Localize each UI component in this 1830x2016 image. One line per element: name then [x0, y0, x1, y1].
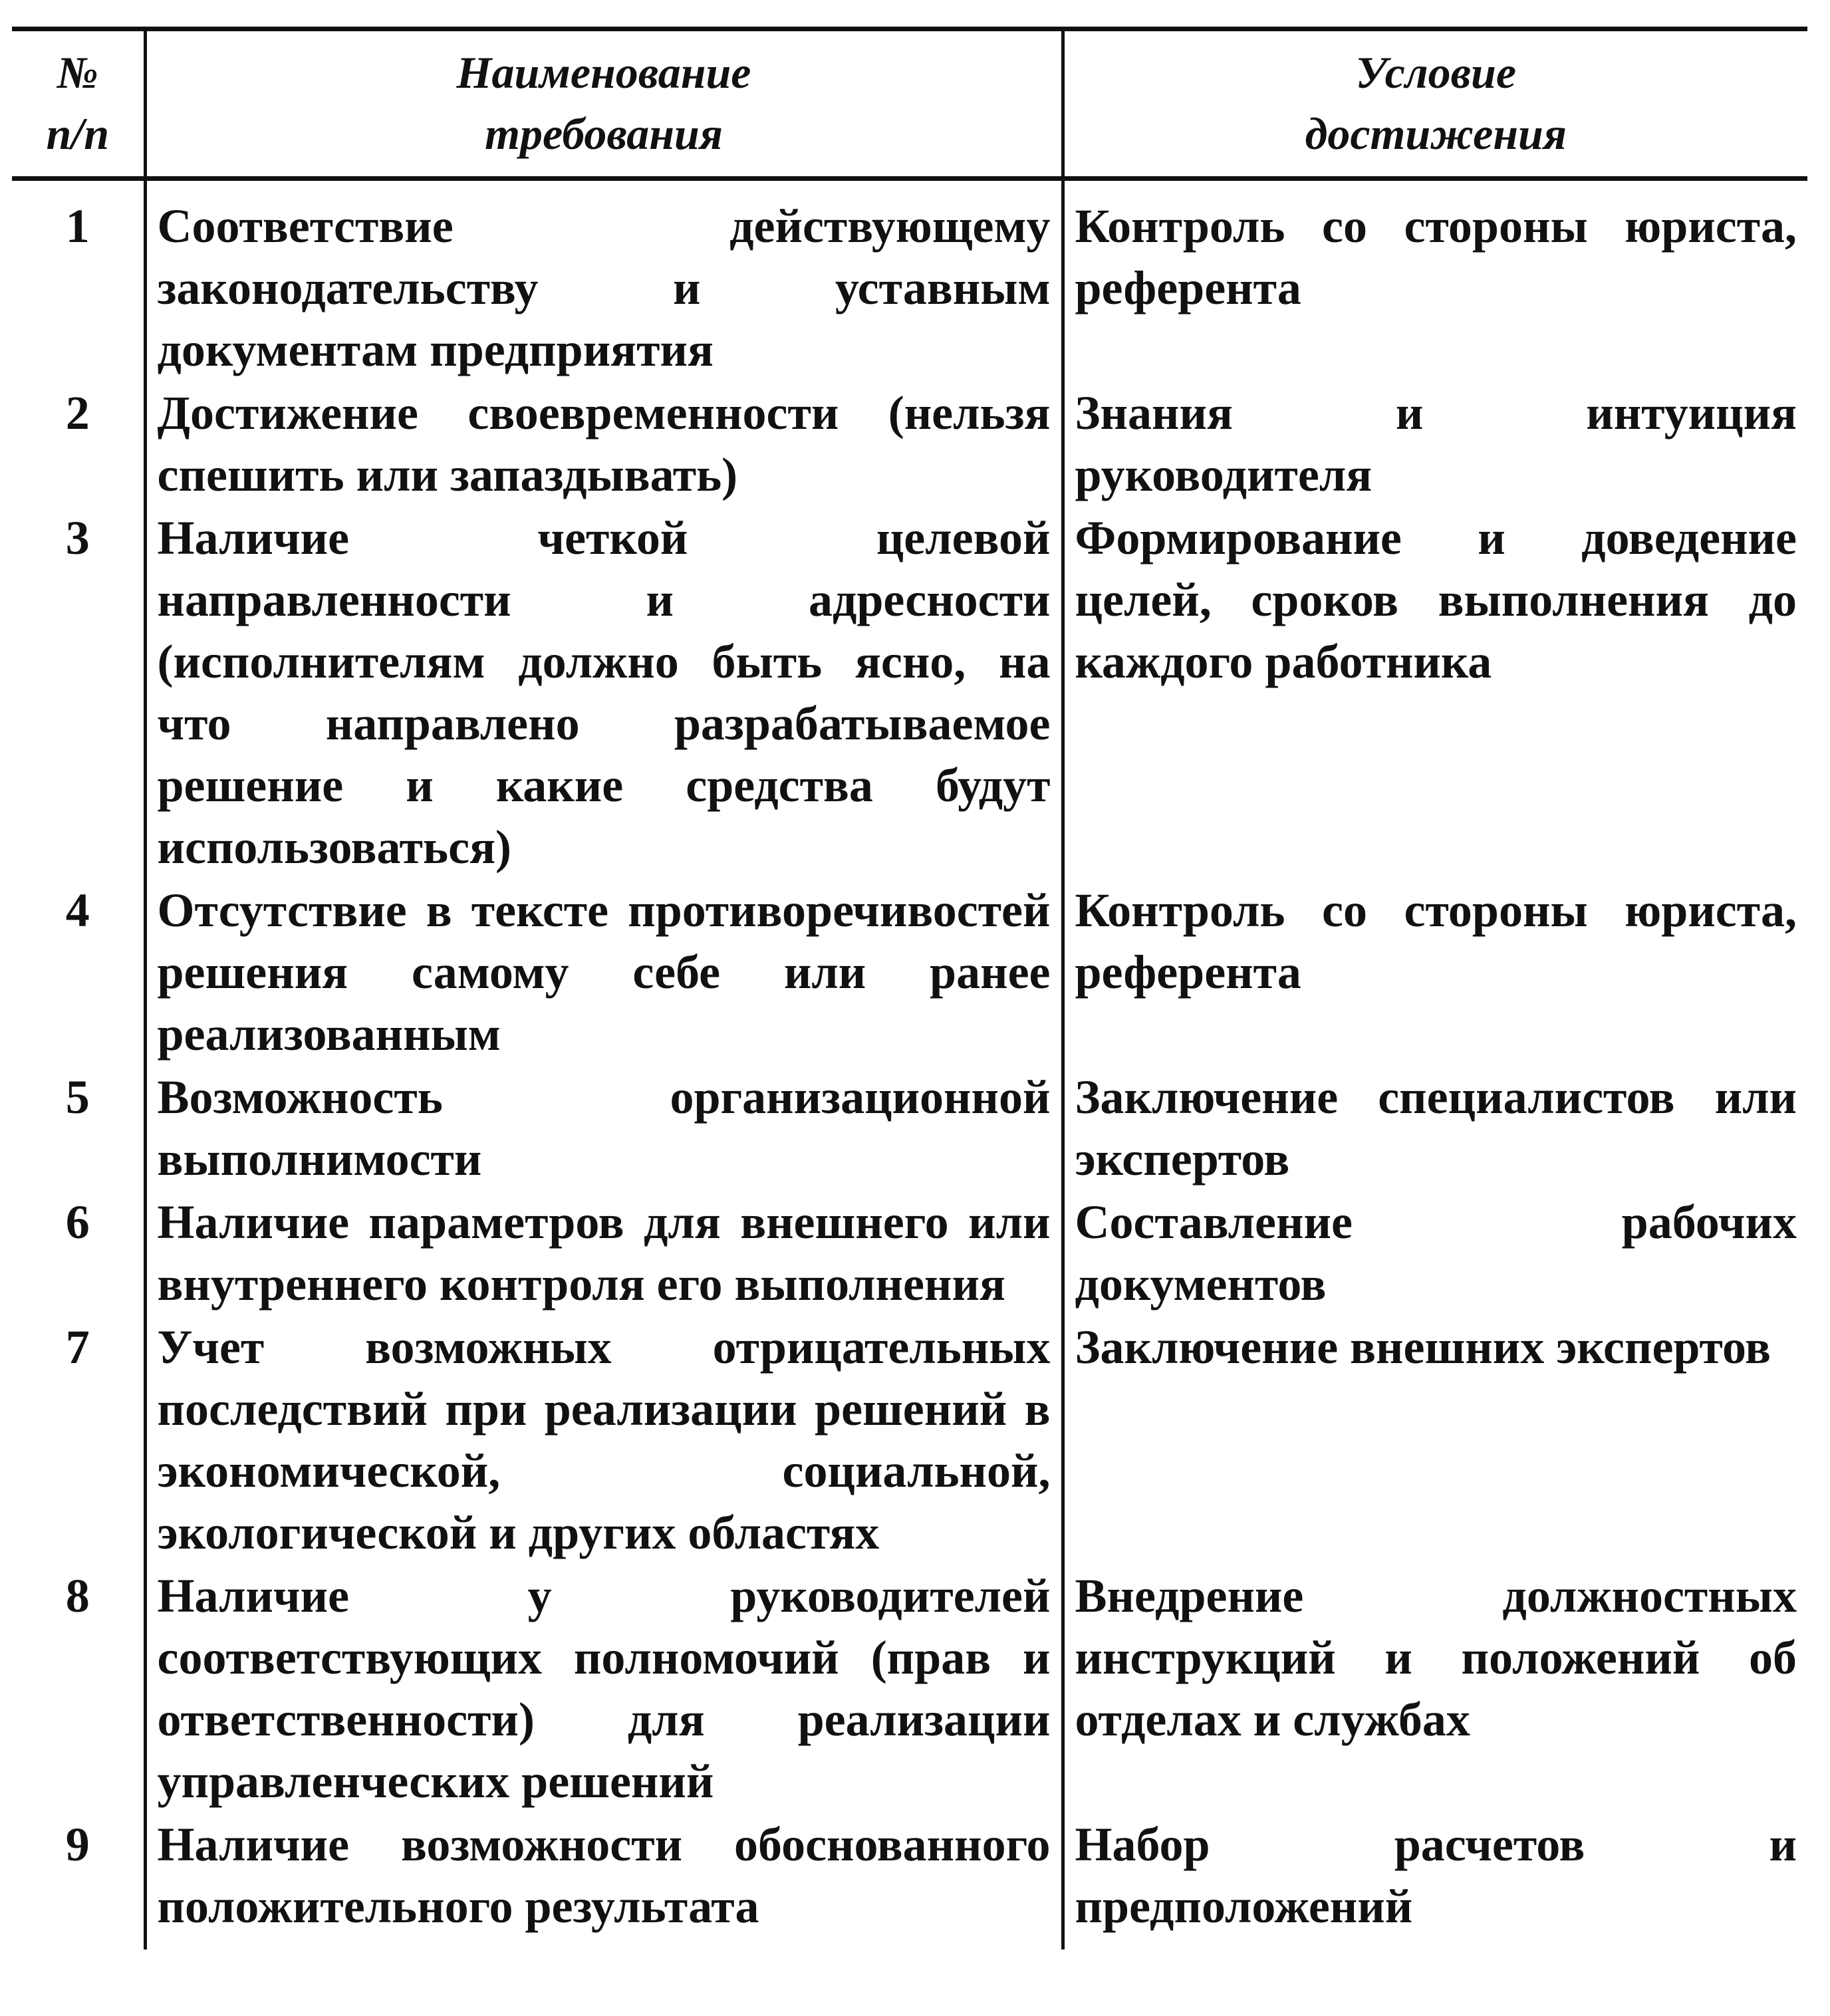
- row-number: 5: [65, 1071, 90, 1124]
- requirement-name: Отсутствие в тексте противоречивостей решения самому себе или ранее реализованным: [145, 878, 1063, 1065]
- header-name-line1: Наименование: [456, 47, 751, 98]
- table-row: [12, 1564, 1807, 1813]
- header-requirement-name: [145, 29, 1063, 179]
- header-row: [12, 29, 1807, 179]
- requirement-name: Учет возможных отрицательных последствий при реализации решений в экономической, социальной, экологической и других областях: [145, 1315, 1063, 1564]
- table-row: [12, 506, 1807, 878]
- table-header: [12, 29, 1807, 179]
- row-number: 4: [65, 884, 90, 937]
- row-number: 1: [65, 199, 90, 253]
- header-number-line1: №: [57, 47, 98, 98]
- table-body: [12, 179, 1807, 1950]
- achievement-condition: Составление рабочих документов: [1075, 1196, 1797, 1311]
- header-number: [12, 29, 145, 179]
- table-row: [12, 1065, 1807, 1190]
- achievement-condition: Знания и интуиция руководителя: [1075, 386, 1797, 501]
- header-number-line2: п/п: [46, 108, 110, 159]
- requirement-name: Наличие возможности обоснованного положительного результата: [145, 1813, 1063, 1950]
- row-number: 3: [65, 511, 90, 565]
- row-number: 7: [65, 1321, 90, 1374]
- table-row: [12, 878, 1807, 1065]
- achievement-condition: Внедрение должностных инструкций и положений об отделах и службах: [1075, 1569, 1797, 1746]
- table-row: [12, 1190, 1807, 1315]
- achievement-condition: Заключение специалистов или экспертов: [1075, 1071, 1797, 1186]
- row-number: 6: [65, 1196, 90, 1249]
- header-condition-line1: Условие: [1355, 47, 1517, 98]
- table-row: [12, 1315, 1807, 1564]
- requirement-name: Наличие у руководителей соответствующих полномочий (прав и ответственности) для реализации управленческих решений: [145, 1564, 1063, 1813]
- row-number: 8: [65, 1569, 90, 1622]
- table-row: [12, 381, 1807, 506]
- row-number: 2: [65, 386, 90, 440]
- requirements-table: [12, 27, 1807, 1950]
- row-number: 9: [65, 1818, 90, 1871]
- requirement-name: Наличие четкой целевой направленности и адресности (исполнителям должно быть ясно, на что направлено разрабатываемое решение и какие средства будут использоваться): [145, 506, 1063, 878]
- header-condition: [1063, 29, 1807, 179]
- achievement-condition: Набор расчетов и предположений: [1075, 1818, 1797, 1933]
- header-name-line2: требования: [485, 108, 723, 159]
- achievement-condition: Формирование и доведение целей, сроков выполнения до каждого работника: [1075, 511, 1797, 688]
- requirement-name: Соответствие действующему законодательству и уставным документам предприятия: [145, 179, 1063, 382]
- table-row: [12, 179, 1807, 382]
- header-condition-line2: достижения: [1305, 108, 1567, 159]
- requirement-name: Возможность организационной выполнимости: [145, 1065, 1063, 1190]
- achievement-condition: Заключение внешних экспертов: [1075, 1321, 1771, 1374]
- table-row: [12, 1813, 1807, 1950]
- requirement-name: Достижение своевременности (нельзя спешить или запаздывать): [145, 381, 1063, 506]
- achievement-condition: Контроль со стороны юриста, референта: [1075, 199, 1797, 315]
- requirement-name: Наличие параметров для внешнего или внутреннего контроля его выполнения: [145, 1190, 1063, 1315]
- achievement-condition: Контроль со стороны юриста, референта: [1075, 884, 1797, 999]
